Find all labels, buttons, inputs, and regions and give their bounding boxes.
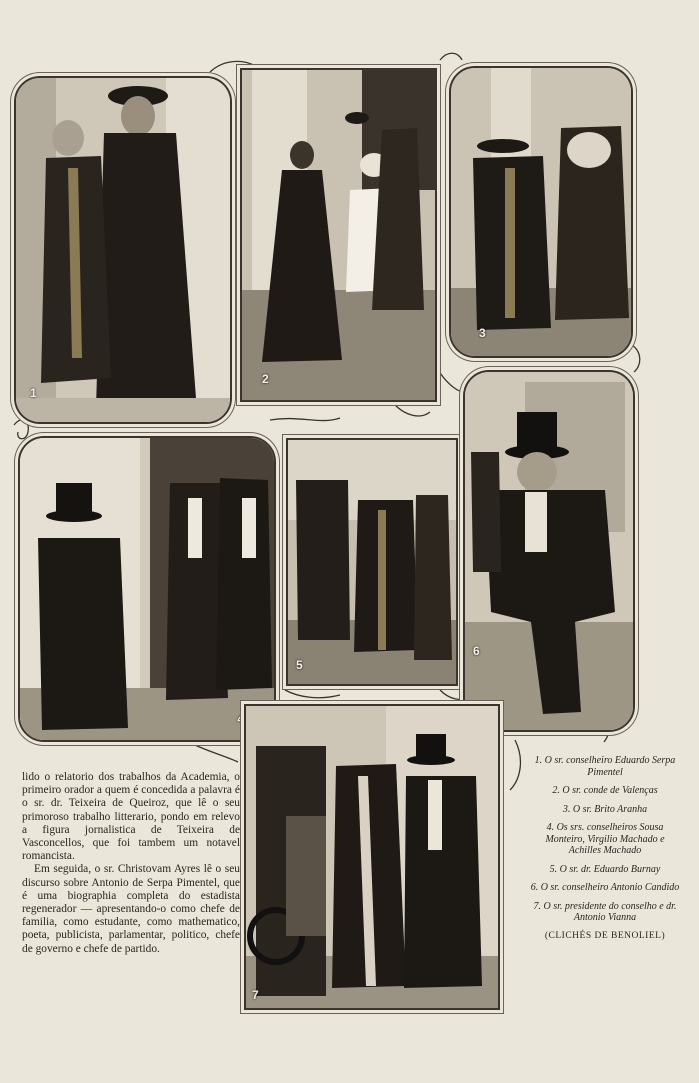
photo-5-image (288, 440, 456, 684)
photo-5 (286, 438, 458, 686)
caption-6: 6. O sr. conselheiro Antonio Candido (530, 882, 680, 893)
caption-7: 7. O sr. presidente do conselho e dr. Antonio Vianna (533, 900, 677, 923)
caption-3: 3. O sr. Brito Aranha (562, 803, 648, 815)
photo-6-image (465, 372, 633, 730)
photo-number: 1 (30, 386, 37, 400)
caption-5: 5. O sr. dr. Eduardo Burnay (549, 863, 661, 875)
photo-1-image (16, 78, 230, 422)
photo-captions (530, 755, 680, 949)
photo-2-image (242, 70, 435, 400)
photo-6 (463, 370, 635, 732)
caption-1: 1. O sr. conselheiro Eduardo Serpa Pimentel (534, 755, 676, 778)
photo-number: 2 (262, 372, 269, 386)
photo-7 (244, 704, 500, 1010)
body-paragraph: Em seguida, o sr. Christovam Ayres lê o seu discurso sobre Antonio de Serpa Pimentel, que é uma biographia completa do estadista regenerador — apresentando-o como chefe de familia, como estudante, como mathematico, poeta, publicista, parlamentar, politico, chefe de governo e chefe de partido. (22, 863, 240, 955)
photo-2 (240, 68, 437, 402)
photo-4 (18, 436, 276, 742)
photo-3-image (451, 68, 631, 356)
photo-7-image (246, 706, 498, 1008)
photo-number: 6 (473, 644, 480, 658)
caption-2: 2. O sr. conde de Valenças (552, 785, 658, 796)
photo-number: 7 (252, 988, 259, 1002)
article-body (22, 771, 240, 956)
photo-credit: (CLICHÉS DE BENOLIEL) (544, 930, 666, 941)
photo-number: 5 (296, 658, 303, 672)
photo-1 (14, 76, 232, 424)
photo-3 (449, 66, 633, 358)
caption-4: 4. Os srs. conselheiros Sousa Monteiro, Virgilio Machado e Achilles Machado (545, 822, 665, 856)
photo-number: 3 (479, 326, 486, 340)
body-paragraph: lido o relatorio dos trabalhos da Academia, o primeiro orador a quem é concedida a palavra é o sr. dr. Teixeira de Queiroz, que lê o seu primoroso trabalho litterario, pondo em relevo a figura jornalistica de Teixeira de Vasconcellos, que foi tambem um notavel romancista. (22, 771, 240, 863)
photo-number: 4 (237, 712, 244, 726)
photo-4-image (20, 438, 274, 740)
